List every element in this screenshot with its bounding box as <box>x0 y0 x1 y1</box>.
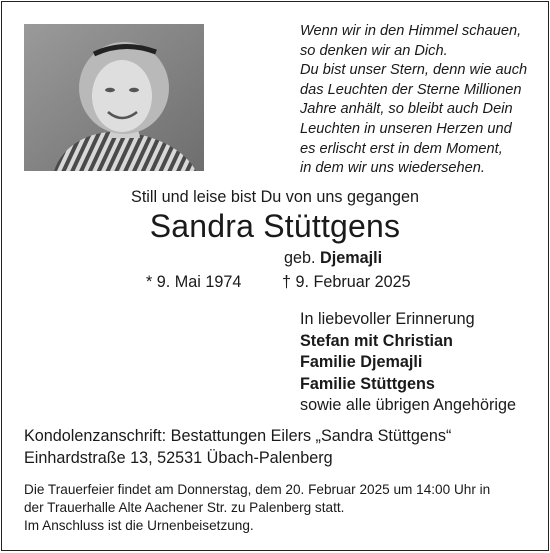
mourner-name: Stefan mit Christian <box>300 331 453 350</box>
mourner-name: Familie Djemajli <box>300 353 423 371</box>
birth-date: * 9. Mai 1974 <box>146 273 242 291</box>
poem-line: Jahre anhält, so bleibt auch Dein <box>300 101 513 118</box>
condolence-address <box>24 426 451 469</box>
poem-line: so denken wir an Dich. <box>300 42 448 59</box>
service-line: Im Anschluss ist die Urnenbeisetzung. <box>24 518 254 533</box>
poem-line: Du bist unser Stern, denn wie auch <box>300 62 528 79</box>
poem-line: Leuchten in unseren Herzen und <box>300 120 512 137</box>
poem-line: das Leuchten der Sterne Millionen <box>300 81 522 98</box>
maiden-name: Djemajli <box>320 249 383 267</box>
address-line: Kondolenzanschrift: Bestattungen Eilers „Sandra Stüttgens“ <box>24 427 452 445</box>
mourners-block <box>300 309 516 417</box>
maiden-prefix: geb. <box>284 249 316 267</box>
intro-line: Still und leise bist Du von uns gegangen <box>131 188 419 206</box>
maiden-name-line <box>284 249 382 268</box>
portrait-photo <box>24 24 204 171</box>
death-date: † 9. Februar 2025 <box>282 273 411 291</box>
address-line: Einhardstraße 13, 52531 Übach-Palenberg <box>24 448 333 467</box>
mourner-name: Familie Stüttgens <box>300 374 435 393</box>
poem-line: es erlischt erst in dem Moment, <box>300 140 503 157</box>
service-line: der Trauerhalle Alte Aachener Str. zu Palenberg statt. <box>24 500 345 515</box>
deceased-name: Sandra Stüttgens <box>149 208 401 244</box>
mourners-intro: In liebevoller Erinnerung <box>300 310 475 328</box>
obituary-notice <box>1 1 549 551</box>
poem-line: Wenn wir in den Himmel schauen, <box>300 23 522 39</box>
service-line: Die Trauerfeier findet am Donnerstag, dem 20. Februar 2025 um 14:00 Uhr in <box>24 482 491 497</box>
memorial-poem <box>300 22 540 179</box>
poem-line: in dem wir uns wiedersehen. <box>300 160 485 177</box>
funeral-service-info <box>24 481 490 535</box>
mourners-outro: sowie alle übrigen Angehörige <box>300 396 516 414</box>
